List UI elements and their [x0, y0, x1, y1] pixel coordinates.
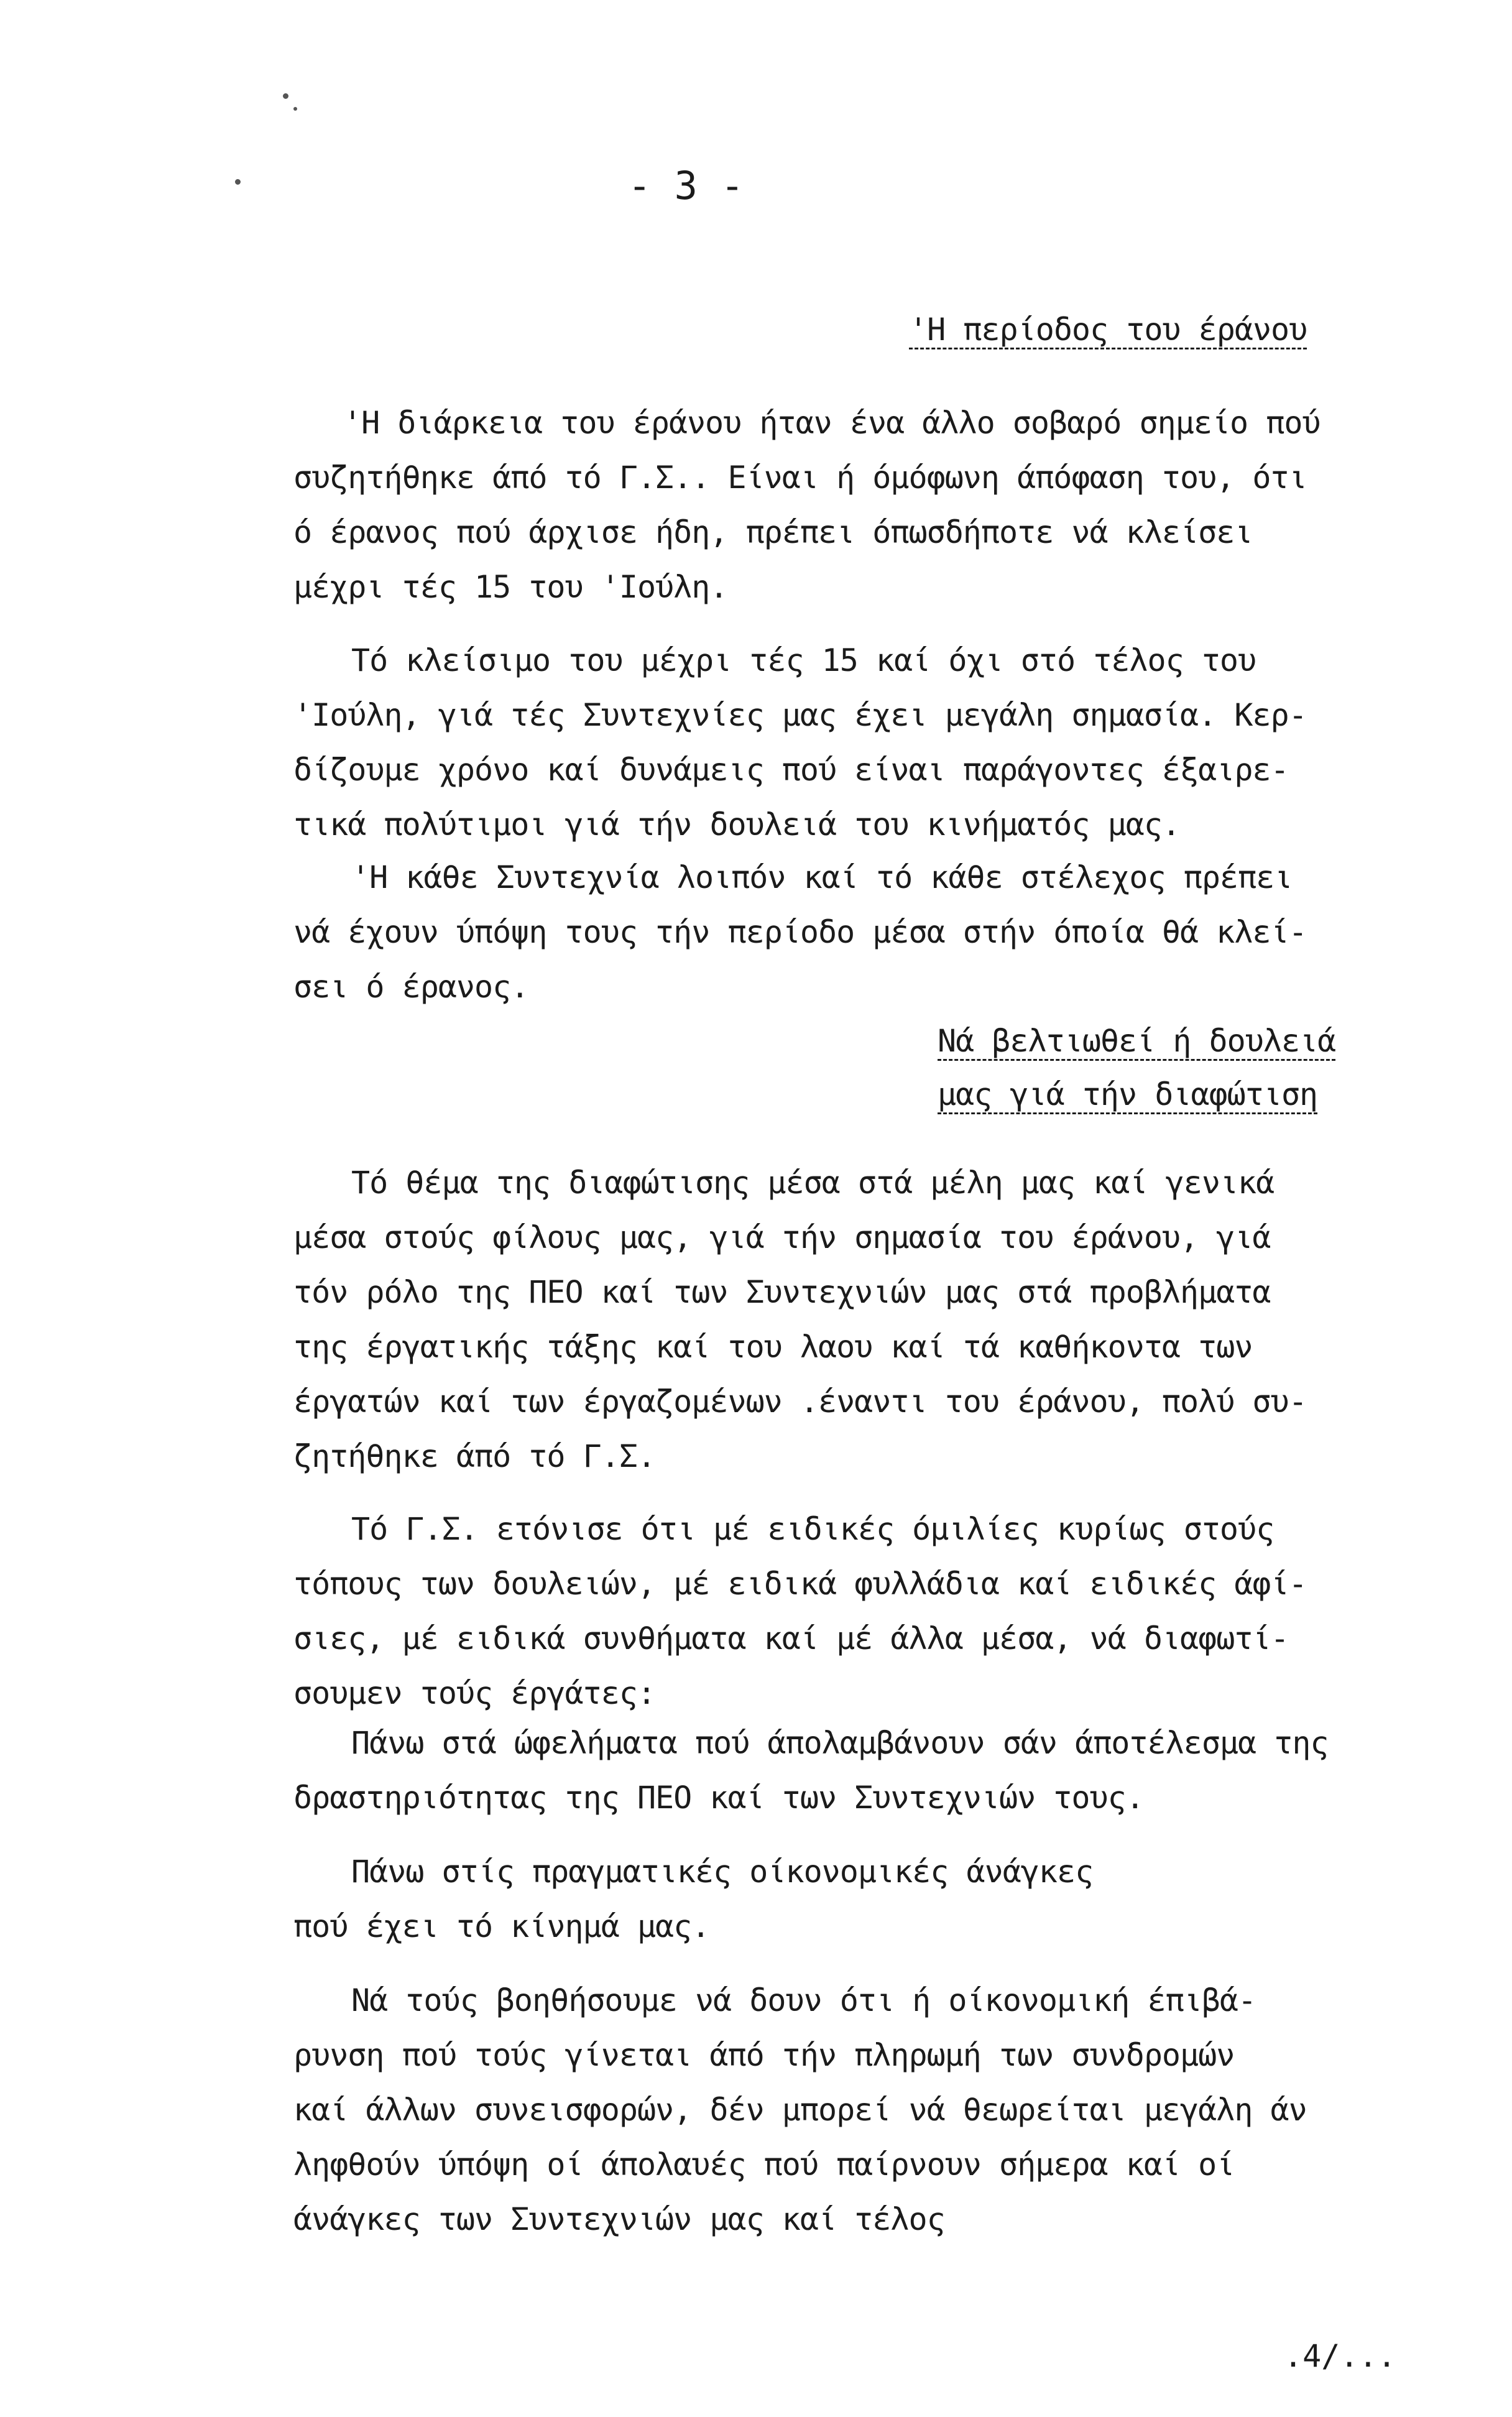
continuation-marker: .4/...	[1284, 2338, 1396, 2374]
paragraph-line: δίζουμε χρόνο καί δυνάμεις πού είναι παράγοντες έξαιρε-	[293, 752, 1289, 788]
scan-speck	[283, 93, 288, 99]
paragraph-line: Νά τούς βοηθήσουμε νά δουν ότι ή οίκονομική έπιβά-	[351, 1982, 1256, 2018]
paragraph-line: άνάγκες των Συντεχνιών μας καί τέλος	[293, 2201, 945, 2237]
page-number: - 3 -	[628, 163, 744, 208]
paragraph-line: έργατών καί των έργαζομένων .έναντι του έράνου, πολύ συ-	[293, 1384, 1307, 1420]
paragraph-line: δραστηριότητας της ΠΕΟ καί των Συντεχνιών τους.	[293, 1780, 1144, 1816]
paragraph-line: 'Ιούλη, γιά τές Συντεχνίες μας έχει μεγάλη σημασία. Κερ-	[293, 697, 1307, 733]
paragraph-line: σει ό έρανος.	[293, 969, 529, 1005]
paragraph-line: πού έχει τό κίνημά μας.	[293, 1908, 710, 1944]
scan-speck	[235, 179, 241, 185]
paragraph-line: καί άλλων συνεισφορών, δέν μπορεί νά θεωρείται μεγάλη άν	[293, 2092, 1307, 2128]
paragraph-line: μέσα στούς φίλους μας, γιά τήν σημασία του έράνου, γιά	[293, 1219, 1271, 1255]
paragraph-line: Τό θέμα της διαφώτισης μέσα στά μέλη μας καί γενικά	[351, 1165, 1275, 1201]
section-heading-enlightenment: Νά βελτιωθεί ή δουλειά	[938, 1023, 1336, 1059]
paragraph-line: ό έρανος πού άρχισε ήδη, πρέπει όπωσδήποτε νά κλείσει	[293, 514, 1253, 550]
paragraph-line: Πάνω στίς πραγματικές οίκονομικές άνάγκες	[351, 1854, 1094, 1890]
paragraph-line: Πάνω στά ώφελήματα πού άπολαμβάνουν σάν άποτέλεσμα της	[351, 1725, 1329, 1761]
paragraph-line: της έργατικής τάξης καί του λαου καί τά καθήκοντα των	[293, 1329, 1253, 1365]
paragraph-line: 'Η διάρκεια του έράνου ήταν ένα άλλο σοβαρό σημείο πού	[343, 405, 1321, 441]
paragraph-line: τόν ρόλο της ΠΕΟ καί των Συντεχνιών μας στά προβλήματα	[293, 1274, 1271, 1310]
paragraph-line: ρυνση πού τούς γίνεται άπό τήν πληρωμή των συνδρομών	[293, 2037, 1235, 2073]
paragraph-line: 'Η κάθε Συντεχνία λοιπόν καί τό κάθε στέλεχος πρέπει	[351, 859, 1293, 895]
paragraph-line: μέχρι τές 15 του 'Ιούλη.	[293, 569, 728, 605]
section-heading-enlightenment: μας γιά τήν διαφώτιση	[938, 1076, 1318, 1112]
paragraph-line: Τό κλείσιμο του μέχρι τές 15 καί όχι στό τέλος του	[351, 642, 1256, 678]
paragraph-line: τόπους των δουλειών, μέ ειδικά φυλλάδια καί ειδικές άφί-	[293, 1566, 1307, 1602]
paragraph-line: ληφθούν ύπόψη οί άπολαυές πού παίρνουν σήμερα καί οί	[293, 2147, 1235, 2183]
paragraph-line: Τό Γ.Σ. ετόνισε ότι μέ ειδικές όμιλίες κυρίως στούς	[351, 1511, 1275, 1547]
paragraph-line: τικά πολύτιμοι γιά τήν δουλειά του κινήματός μας.	[293, 806, 1181, 843]
paragraph-line: ζητήθηκε άπό τό Γ.Σ.	[293, 1438, 656, 1474]
paragraph-line: σουμεν τούς έργάτες:	[293, 1675, 656, 1711]
paragraph-line: συζητήθηκε άπό τό Γ.Σ.. Είναι ή όμόφωνη άπόφαση του, ότι	[293, 460, 1307, 496]
section-heading-period: 'Η περίοδος του έράνου	[909, 312, 1307, 348]
paragraph-line: σιες, μέ ειδικά συνθήματα καί μέ άλλα μέσα, νά διαφωτί-	[293, 1620, 1289, 1657]
scan-speck	[293, 107, 297, 111]
paragraph-line: νά έχουν ύπόψη τους τήν περίοδο μέσα στήν όποία θά κλεί-	[293, 914, 1307, 950]
